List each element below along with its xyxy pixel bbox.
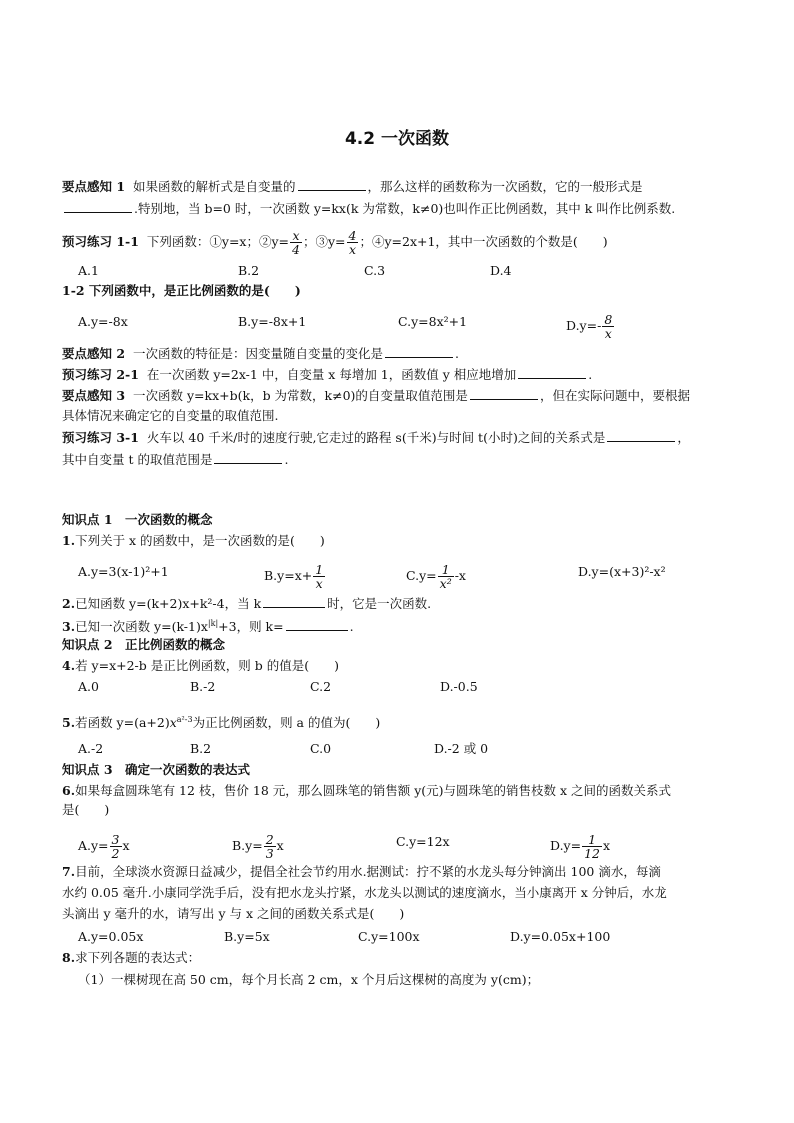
fraction-x-over-4: $\frac{x}{4}$ <box>292 228 300 257</box>
text: 其中自变量 t 的取值范围是 <box>62 452 213 467</box>
question-8-part-1: （1）一棵树现在高 50 cm，每个月长高 2 cm，x 个月后这棵树的高度为 y(cm)； <box>78 972 540 987</box>
fraction-3-over-2: $\frac{3}{2}$ <box>111 832 120 861</box>
option-b[interactable]: B.-2 <box>190 679 216 694</box>
text: -x <box>454 568 466 583</box>
text: ， <box>677 430 690 445</box>
question-number: 1. <box>62 533 76 548</box>
option-d[interactable]: D.-0.5 <box>440 679 478 694</box>
question-7-line3: 头滴出 y 毫升的水，请写出 y 与 x 之间的函数关系式是( ) <box>62 906 405 921</box>
practice-1-2-question: 1-2 下列函数中，是正比例函数的是( ) <box>62 283 301 298</box>
question-2 <box>62 594 431 613</box>
knowledge-point-1-heading: 知识点 1 一次函数的概念 <box>62 512 213 527</box>
text: 下列关于 x 的函数中，是一次函数的是( ) <box>75 533 325 548</box>
text: 一次函数的特征是：因变量随自变量的变化是 <box>133 346 384 361</box>
answer-blank[interactable] <box>385 344 453 358</box>
text: ，但在实际问题中，要根据 <box>539 388 690 403</box>
option-a[interactable]: A.y=-8x <box>78 314 128 329</box>
fraction-2-over-3: $\frac{2}{3}$ <box>265 832 274 861</box>
text: 求下列各题的表达式： <box>75 950 201 965</box>
text: 已知函数 y=(k+2)x+k²-4，当 k <box>75 596 262 611</box>
option-b[interactable]: B.2 <box>238 263 260 278</box>
practice-heading: 预习练习 1-1 <box>62 234 139 249</box>
text: 时，它是一次函数. <box>327 596 432 611</box>
question-4 <box>62 657 339 675</box>
option-d-label: D.y=- <box>566 318 602 333</box>
fraction-1-over-x-squared: $\frac{1}{\text{x²}}$ <box>439 562 452 591</box>
option-a[interactable]: A.0 <box>78 679 99 694</box>
fraction-1-over-12: $\frac{1}{12}$ <box>584 832 600 861</box>
answer-blank[interactable] <box>470 386 538 400</box>
option-a[interactable]: A.-2 <box>78 741 104 756</box>
question-number: 8. <box>62 950 76 965</box>
answer-blank[interactable] <box>607 428 675 442</box>
question-5 <box>62 711 380 732</box>
variable: x <box>169 715 177 731</box>
practice-3-1-line2 <box>62 450 288 469</box>
option-d[interactable] <box>566 313 615 340</box>
option-c[interactable]: C.0 <box>310 741 332 756</box>
text: +3，则 k= <box>218 619 284 635</box>
option-c-label: C.y= <box>406 568 437 583</box>
fraction-8-over-x: $\frac{8}{x}$ <box>604 312 613 341</box>
option-c[interactable]: C.y=12x <box>396 834 450 849</box>
answer-blank[interactable] <box>214 450 282 464</box>
option-b-label: B.y= <box>232 838 263 853</box>
text: 已知一次函数 y=(k-1)x <box>75 619 208 635</box>
option-b[interactable]: B.y=5x <box>224 929 270 944</box>
knowledge-point-2-heading: 知识点 2 正比例函数的概念 <box>62 637 226 652</box>
question-6-line2: 是( ) <box>62 802 110 817</box>
key-point-heading: 要点感知 2 <box>62 346 126 361</box>
question-number: 6. <box>62 783 76 798</box>
text: 如果每盒圆珠笔有 12 枝，售价 18 元，那么圆珠笔的销售额 y(元)与圆珠笔的销售枝数 x 之间的函数关系式 <box>75 783 672 798</box>
option-a[interactable]: A.y=0.05x <box>78 929 144 944</box>
text: 在一次函数 y=2x-1 中，自变量 x 每增加 1，函数值 y 相应地增加 <box>146 367 517 382</box>
fraction-4-over-x: $\frac{4}{x}$ <box>348 228 357 257</box>
answer-blank[interactable] <box>64 199 132 213</box>
practice-3-1-line1 <box>62 428 690 447</box>
option-b[interactable]: B.y=-8x+1 <box>238 314 307 329</box>
question-number: 5. <box>62 715 76 731</box>
option-b[interactable] <box>264 563 326 590</box>
practice-heading: 预习练习 2-1 <box>62 367 139 382</box>
question-number: 4. <box>62 658 76 673</box>
option-c[interactable]: C.y=100x <box>358 929 420 944</box>
answer-blank[interactable] <box>286 617 348 631</box>
text: ；③y= <box>302 234 346 249</box>
question-number: 2. <box>62 596 76 611</box>
text: . <box>284 452 289 467</box>
key-point-1-line1 <box>62 177 643 196</box>
answer-blank[interactable] <box>263 594 325 608</box>
option-a[interactable]: A.y=3(x-1)²+1 <box>78 564 169 579</box>
option-d[interactable]: D.-2 或 0 <box>434 741 489 756</box>
page-title: 4.2 一次函数 <box>344 129 450 149</box>
option-c[interactable]: C.y=8x²+1 <box>398 314 468 329</box>
question-7-line2: 水约 0.05 毫升.小康同学洗手后，没有把水龙头拧紧，水龙头以测试的速度滴水，当小康离开 x 分钟后，水龙 <box>62 885 667 900</box>
option-d[interactable]: D.y=0.05x+100 <box>510 929 611 944</box>
answer-blank[interactable] <box>518 365 586 379</box>
option-c[interactable] <box>406 563 466 590</box>
text: 如果函数的解析式是自变量的 <box>133 179 296 194</box>
text: 为正比例函数，则 a 的值为( ) <box>192 715 381 731</box>
option-a[interactable] <box>78 833 130 860</box>
question-7-line1 <box>62 863 661 881</box>
option-c[interactable]: C.3 <box>364 263 386 278</box>
option-b[interactable]: B.2 <box>190 741 212 756</box>
question-3 <box>62 615 354 636</box>
text: . <box>588 367 593 382</box>
key-point-heading: 要点感知 3 <box>62 388 126 403</box>
variable: x <box>276 838 284 853</box>
key-point-1-heading: 要点感知 1 <box>62 179 126 194</box>
question-1 <box>62 532 325 550</box>
key-point-2 <box>62 344 459 363</box>
question-8 <box>62 949 200 967</box>
question-number: 7. <box>62 864 76 879</box>
option-c[interactable]: C.2 <box>310 679 332 694</box>
text: 目前，全球淡水资源日益减少，提倡全社会节约用水.据测试：拧不紧的水龙头每分钟滴出 100 滴水，每滴 <box>75 864 661 879</box>
option-d[interactable]: D.y=(x+3)²-x² <box>578 564 666 579</box>
text: 下列函数：①y=x；②y= <box>146 234 290 249</box>
key-point-3-line1 <box>62 386 690 405</box>
key-point-1-line2 <box>62 199 675 218</box>
text: .特别地，当 b=0 时，一次函数 y=kx(k 为常数，k≠0)也叫作正比例函数，其中 k 叫作比例系数. <box>134 201 676 216</box>
variable: x <box>603 838 611 853</box>
option-d[interactable] <box>550 833 610 860</box>
answer-blank[interactable] <box>298 177 366 191</box>
practice-heading: 预习练习 3-1 <box>62 430 139 445</box>
text: . <box>349 619 354 635</box>
option-d-label: D.y= <box>550 838 582 853</box>
exponent: |k| <box>207 619 219 628</box>
option-d[interactable]: D.4 <box>490 263 512 278</box>
option-a[interactable]: A.1 <box>78 263 99 278</box>
text: ；④y=2x+1，其中一次函数的个数是( ) <box>359 234 608 249</box>
fraction-1-over-x: $\frac{1}{x}$ <box>315 562 324 591</box>
option-a-label: A.y= <box>78 838 109 853</box>
knowledge-point-3-heading: 知识点 3 确定一次函数的表达式 <box>62 762 251 777</box>
option-b-label: B.y=x+ <box>264 568 313 583</box>
option-b[interactable] <box>232 833 284 860</box>
variable: x <box>122 838 130 853</box>
practice-1-1 <box>62 229 608 256</box>
text: . <box>455 346 460 361</box>
text: 一次函数 y=kx+b(k，b 为常数，k≠0)的自变量取值范围是 <box>133 388 468 403</box>
practice-2-1 <box>62 365 592 384</box>
text: 若函数 y=(a+2) <box>75 715 170 731</box>
question-6-line1 <box>62 782 671 800</box>
text: ，那么这样的函数称为一次函数，它的一般形式是 <box>367 179 643 194</box>
key-point-3-line2: 具体情况来确定它的自变量的取值范围. <box>62 408 279 423</box>
text: 若 y=x+2-b 是正比例函数，则 b 的值是( ) <box>75 658 339 673</box>
text: 火车以 40 千米/时的速度行驶,它走过的路程 s(千米)与时间 t(小时)之间的关系式是 <box>146 430 606 445</box>
question-number: 3. <box>62 619 76 635</box>
exponent: a²-3 <box>176 715 193 724</box>
